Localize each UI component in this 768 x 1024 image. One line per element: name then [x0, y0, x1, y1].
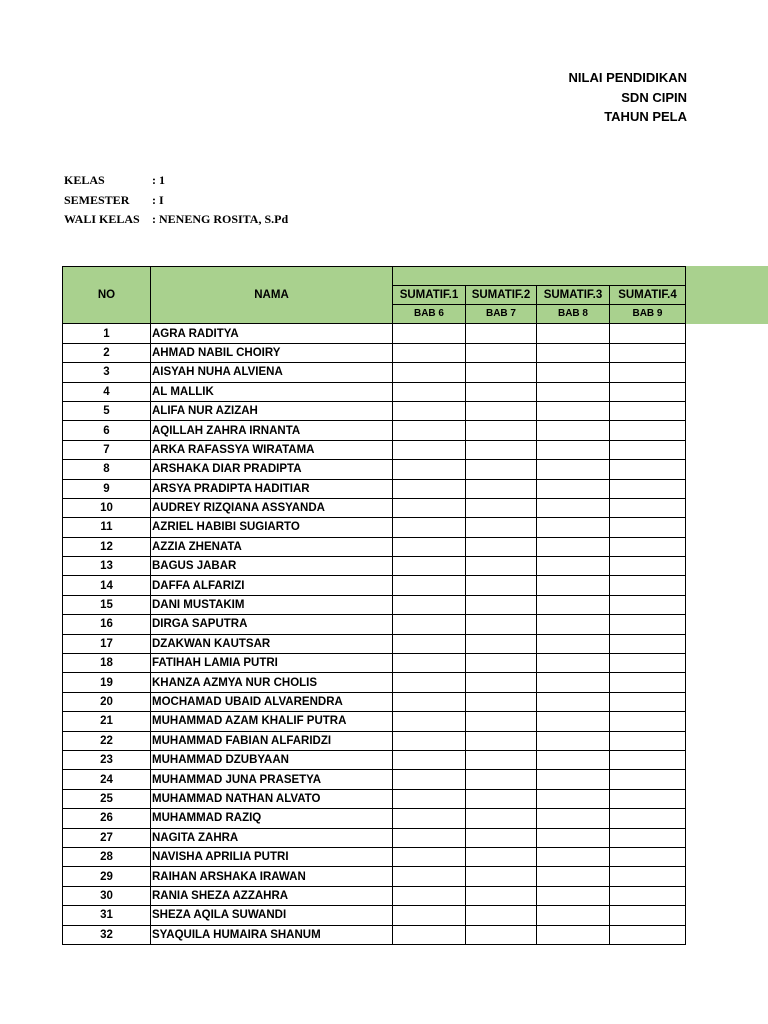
grade-cell-sumatif-1[interactable] — [393, 498, 466, 517]
grade-cell-sumatif-2[interactable] — [466, 867, 537, 886]
grade-cell-sumatif-4[interactable] — [610, 382, 686, 401]
grade-cell-sumatif-4[interactable] — [610, 731, 686, 750]
grade-cell-sumatif-4[interactable] — [610, 906, 686, 925]
grade-cell-sumatif-4[interactable] — [610, 518, 686, 537]
student-name: NAVISHA APRILIA PUTRI — [151, 847, 393, 866]
student-name: MUHAMMAD RAZIQ — [151, 809, 393, 828]
grade-cell-sumatif-1[interactable] — [393, 731, 466, 750]
student-no: 12 — [63, 537, 151, 556]
grade-cell-sumatif-3[interactable] — [537, 460, 610, 479]
grade-cell-sumatif-3[interactable] — [537, 382, 610, 401]
student-no: 14 — [63, 576, 151, 595]
grade-cell-sumatif-1[interactable] — [393, 750, 466, 769]
grade-cell-sumatif-1[interactable] — [393, 537, 466, 556]
wali-kelas-value: : NENENG ROSITA, S.Pd — [152, 212, 289, 226]
grade-cell-sumatif-2[interactable] — [466, 770, 537, 789]
grade-cell-sumatif-1[interactable] — [393, 770, 466, 789]
student-no: 13 — [63, 557, 151, 576]
grade-cell-sumatif-1[interactable] — [393, 479, 466, 498]
table-row — [63, 595, 686, 614]
grade-cell-sumatif-1[interactable] — [393, 692, 466, 711]
student-no: 21 — [63, 712, 151, 731]
grade-cell-sumatif-4[interactable] — [610, 363, 686, 382]
header-bab-9: BAB 9 — [610, 305, 686, 324]
table-row — [63, 731, 686, 750]
grade-cell-sumatif-2[interactable] — [466, 847, 537, 866]
grade-cell-sumatif-4[interactable] — [610, 692, 686, 711]
table-row — [63, 847, 686, 866]
student-no: 17 — [63, 634, 151, 653]
grade-cell-sumatif-1[interactable] — [393, 615, 466, 634]
table-row — [63, 867, 686, 886]
table-row — [63, 789, 686, 808]
table-row — [63, 654, 686, 673]
student-name: SYAQUILA HUMAIRA SHANUM — [151, 925, 393, 944]
student-no: 9 — [63, 479, 151, 498]
semester-value: : I — [152, 192, 164, 207]
student-name: NAGITA ZAHRA — [151, 828, 393, 847]
grade-cell-sumatif-3[interactable] — [537, 809, 610, 828]
grade-cell-sumatif-4[interactable] — [610, 557, 686, 576]
grade-cell-sumatif-1[interactable] — [393, 576, 466, 595]
student-name: ARSHAKA DIAR PRADIPTA — [151, 460, 393, 479]
table-row — [63, 828, 686, 847]
student-no: 23 — [63, 750, 151, 769]
table-row — [63, 343, 686, 362]
student-no: 31 — [63, 906, 151, 925]
student-no: 24 — [63, 770, 151, 789]
table-row — [63, 363, 686, 382]
grades-table — [62, 266, 686, 945]
grade-cell-sumatif-2[interactable] — [466, 343, 537, 362]
header-sumatif-4: SUMATIF.4 — [610, 286, 686, 305]
grade-cell-sumatif-3[interactable] — [537, 518, 610, 537]
student-name: KHANZA AZMYA NUR CHOLIS — [151, 673, 393, 692]
grade-cell-sumatif-4[interactable] — [610, 925, 686, 944]
student-no: 27 — [63, 828, 151, 847]
student-name: MUHAMMAD AZAM KHALIF PUTRA — [151, 712, 393, 731]
student-no: 18 — [63, 654, 151, 673]
student-no: 28 — [63, 847, 151, 866]
grade-cell-sumatif-2[interactable] — [466, 382, 537, 401]
header-bab-6: BAB 6 — [393, 305, 466, 324]
grade-cell-sumatif-1[interactable] — [393, 460, 466, 479]
grade-cell-sumatif-3[interactable] — [537, 595, 610, 614]
table-row — [63, 925, 686, 944]
table-row — [63, 576, 686, 595]
grade-cell-sumatif-4[interactable] — [610, 634, 686, 653]
student-name: DAFFA ALFARIZI — [151, 576, 393, 595]
student-no: 29 — [63, 867, 151, 886]
student-name: DANI MUSTAKIM — [151, 595, 393, 614]
student-name: FATIHAH LAMIA PUTRI — [151, 654, 393, 673]
student-no: 16 — [63, 615, 151, 634]
grade-cell-sumatif-1[interactable] — [393, 712, 466, 731]
grade-cell-sumatif-2[interactable] — [466, 557, 537, 576]
grade-cell-sumatif-2[interactable] — [466, 479, 537, 498]
student-name: ARSYA PRADIPTA HADITIAR — [151, 479, 393, 498]
student-no: 11 — [63, 518, 151, 537]
grade-cell-sumatif-1[interactable] — [393, 518, 466, 537]
grade-cell-sumatif-3[interactable] — [537, 634, 610, 653]
grade-cell-sumatif-2[interactable] — [466, 886, 537, 905]
grade-cell-sumatif-2[interactable] — [466, 498, 537, 517]
student-name: AZZIA ZHENATA — [151, 537, 393, 556]
student-no: 6 — [63, 421, 151, 440]
grade-cell-sumatif-3[interactable] — [537, 828, 610, 847]
student-no: 7 — [63, 440, 151, 459]
wali-kelas-row — [64, 210, 288, 230]
grade-cell-sumatif-3[interactable] — [537, 867, 610, 886]
table-row — [63, 712, 686, 731]
grade-cell-sumatif-2[interactable] — [466, 673, 537, 692]
student-name: AL MALLIK — [151, 382, 393, 401]
table-row — [63, 634, 686, 653]
grade-cell-sumatif-2[interactable] — [466, 537, 537, 556]
kelas-value: : 1 — [152, 173, 165, 187]
student-no: 8 — [63, 460, 151, 479]
student-no: 5 — [63, 401, 151, 420]
grade-cell-sumatif-1[interactable] — [393, 809, 466, 828]
table-row — [63, 401, 686, 420]
grade-cell-sumatif-3[interactable] — [537, 324, 610, 343]
student-no: 32 — [63, 925, 151, 944]
grade-cell-sumatif-2[interactable] — [466, 576, 537, 595]
student-name: MOCHAMAD UBAID ALVARENDRA — [151, 692, 393, 711]
grade-cell-sumatif-4[interactable] — [610, 576, 686, 595]
grade-cell-sumatif-3[interactable] — [537, 770, 610, 789]
grade-cell-sumatif-4[interactable] — [610, 770, 686, 789]
header-sumatif-3: SUMATIF.3 — [537, 286, 610, 305]
document-title — [400, 68, 687, 127]
student-name: AHMAD NABIL CHOIRY — [151, 343, 393, 362]
grade-cell-sumatif-4[interactable] — [610, 343, 686, 362]
grade-cell-sumatif-4[interactable] — [610, 324, 686, 343]
grade-cell-sumatif-1[interactable] — [393, 867, 466, 886]
header-bab-7: BAB 7 — [466, 305, 537, 324]
student-name: DZAKWAN KAUTSAR — [151, 634, 393, 653]
student-name: AISYAH NUHA ALVIENA — [151, 363, 393, 382]
grade-cell-sumatif-3[interactable] — [537, 440, 610, 459]
table-row — [63, 382, 686, 401]
table-row — [63, 440, 686, 459]
grade-cell-sumatif-4[interactable] — [610, 401, 686, 420]
student-no: 22 — [63, 731, 151, 750]
grade-cell-sumatif-4[interactable] — [610, 828, 686, 847]
grade-cell-sumatif-2[interactable] — [466, 809, 537, 828]
grade-cell-sumatif-1[interactable] — [393, 789, 466, 808]
grade-cell-sumatif-2[interactable] — [466, 615, 537, 634]
grade-cell-sumatif-3[interactable] — [537, 906, 610, 925]
student-no: 30 — [63, 886, 151, 905]
grade-cell-sumatif-2[interactable] — [466, 634, 537, 653]
grade-cell-sumatif-3[interactable] — [537, 789, 610, 808]
header-fill-extension — [685, 266, 768, 324]
wali-kelas-label: WALI KELAS — [64, 212, 140, 226]
grade-cell-sumatif-3[interactable] — [537, 886, 610, 905]
student-name: BAGUS JABAR — [151, 557, 393, 576]
header-group — [393, 267, 686, 286]
grades-table-body — [63, 324, 686, 945]
grade-cell-sumatif-1[interactable] — [393, 847, 466, 866]
student-no: 20 — [63, 692, 151, 711]
table-row — [63, 537, 686, 556]
table-row — [63, 460, 686, 479]
grade-cell-sumatif-1[interactable] — [393, 634, 466, 653]
student-name: ALIFA NUR AZIZAH — [151, 401, 393, 420]
title-line-2: SDN CIPIN — [621, 89, 687, 105]
table-row — [63, 518, 686, 537]
table-row — [63, 809, 686, 828]
student-no: 2 — [63, 343, 151, 362]
grade-cell-sumatif-1[interactable] — [393, 363, 466, 382]
grade-cell-sumatif-2[interactable] — [466, 401, 537, 420]
grade-cell-sumatif-2[interactable] — [466, 440, 537, 459]
grade-cell-sumatif-2[interactable] — [466, 654, 537, 673]
student-name: RAIHAN ARSHAKA IRAWAN — [151, 867, 393, 886]
grade-cell-sumatif-3[interactable] — [537, 421, 610, 440]
grade-cell-sumatif-3[interactable] — [537, 925, 610, 944]
table-row — [63, 750, 686, 769]
grade-cell-sumatif-3[interactable] — [537, 537, 610, 556]
header-bab-8: BAB 8 — [537, 305, 610, 324]
grade-cell-sumatif-3[interactable] — [537, 343, 610, 362]
student-name: MUHAMMAD JUNA PRASETYA — [151, 770, 393, 789]
grade-cell-sumatif-3[interactable] — [537, 576, 610, 595]
table-row — [63, 479, 686, 498]
grade-cell-sumatif-2[interactable] — [466, 518, 537, 537]
grade-cell-sumatif-3[interactable] — [537, 712, 610, 731]
grade-cell-sumatif-1[interactable] — [393, 828, 466, 847]
grade-cell-sumatif-1[interactable] — [393, 440, 466, 459]
header-nama: NAMA — [151, 267, 393, 324]
grade-cell-sumatif-4[interactable] — [610, 537, 686, 556]
grade-cell-sumatif-1[interactable] — [393, 401, 466, 420]
student-name: AGRA RADITYA — [151, 324, 393, 343]
table-row — [63, 886, 686, 905]
grade-cell-sumatif-4[interactable] — [610, 750, 686, 769]
grade-cell-sumatif-1[interactable] — [393, 925, 466, 944]
grade-cell-sumatif-4[interactable] — [610, 440, 686, 459]
grade-cell-sumatif-4[interactable] — [610, 847, 686, 866]
student-name: MUHAMMAD FABIAN ALFARIDZI — [151, 731, 393, 750]
grade-cell-sumatif-4[interactable] — [610, 712, 686, 731]
student-name: AQILLAH ZAHRA IRNANTA — [151, 421, 393, 440]
grade-cell-sumatif-1[interactable] — [393, 343, 466, 362]
table-row — [63, 770, 686, 789]
grade-cell-sumatif-3[interactable] — [537, 654, 610, 673]
grade-cell-sumatif-3[interactable] — [537, 750, 610, 769]
semester-label: SEMESTER — [64, 192, 130, 207]
grade-cell-sumatif-4[interactable] — [610, 673, 686, 692]
grade-cell-sumatif-2[interactable] — [466, 324, 537, 343]
student-name: SHEZA AQILA SUWANDI — [151, 906, 393, 925]
grade-cell-sumatif-1[interactable] — [393, 557, 466, 576]
table-row — [63, 421, 686, 440]
student-no: 25 — [63, 789, 151, 808]
student-name: RANIA SHEZA AZZAHRA — [151, 886, 393, 905]
grade-cell-sumatif-1[interactable] — [393, 906, 466, 925]
grade-cell-sumatif-4[interactable] — [610, 809, 686, 828]
grade-cell-sumatif-2[interactable] — [466, 692, 537, 711]
table-row — [63, 557, 686, 576]
grade-cell-sumatif-1[interactable] — [393, 886, 466, 905]
student-name: AZRIEL HABIBI SUGIARTO — [151, 518, 393, 537]
kelas-label: KELAS — [64, 173, 105, 187]
table-row — [63, 906, 686, 925]
grade-cell-sumatif-4[interactable] — [610, 498, 686, 517]
table-row — [63, 498, 686, 517]
grade-cell-sumatif-3[interactable] — [537, 847, 610, 866]
table-row — [63, 615, 686, 634]
grade-cell-sumatif-2[interactable] — [466, 712, 537, 731]
student-no: 26 — [63, 809, 151, 828]
grade-cell-sumatif-1[interactable] — [393, 673, 466, 692]
grade-cell-sumatif-3[interactable] — [537, 615, 610, 634]
grade-cell-sumatif-1[interactable] — [393, 595, 466, 614]
grade-cell-sumatif-4[interactable] — [610, 615, 686, 634]
title-line-3: TAHUN PELA — [604, 109, 687, 124]
grade-cell-sumatif-4[interactable] — [610, 789, 686, 808]
table-row — [63, 324, 686, 343]
table-row — [63, 673, 686, 692]
grade-cell-sumatif-2[interactable] — [466, 789, 537, 808]
grade-cell-sumatif-3[interactable] — [537, 401, 610, 420]
student-no: 15 — [63, 595, 151, 614]
grade-cell-sumatif-4[interactable] — [610, 421, 686, 440]
grade-cell-sumatif-3[interactable] — [537, 692, 610, 711]
grade-cell-sumatif-2[interactable] — [466, 828, 537, 847]
student-no: 3 — [63, 363, 151, 382]
class-info — [64, 171, 288, 230]
grade-cell-sumatif-4[interactable] — [610, 479, 686, 498]
student-no: 10 — [63, 498, 151, 517]
grade-cell-sumatif-4[interactable] — [610, 460, 686, 479]
header-sumatif-1: SUMATIF.1 — [393, 286, 466, 305]
table-row — [63, 692, 686, 711]
grade-cell-sumatif-1[interactable] — [393, 324, 466, 343]
grade-cell-sumatif-3[interactable] — [537, 479, 610, 498]
grade-cell-sumatif-2[interactable] — [466, 460, 537, 479]
grade-cell-sumatif-2[interactable] — [466, 421, 537, 440]
semester-row — [64, 191, 288, 211]
student-name: MUHAMMAD NATHAN ALVATO — [151, 789, 393, 808]
grade-cell-sumatif-2[interactable] — [466, 731, 537, 750]
grade-cell-sumatif-2[interactable] — [466, 363, 537, 382]
grade-cell-sumatif-1[interactable] — [393, 654, 466, 673]
grade-cell-sumatif-3[interactable] — [537, 673, 610, 692]
student-name: ARKA RAFASSYA WIRATAMA — [151, 440, 393, 459]
student-name: MUHAMMAD DZUBYAAN — [151, 750, 393, 769]
grade-cell-sumatif-4[interactable] — [610, 595, 686, 614]
grade-cell-sumatif-2[interactable] — [466, 750, 537, 769]
grade-cell-sumatif-4[interactable] — [610, 654, 686, 673]
grade-cell-sumatif-3[interactable] — [537, 731, 610, 750]
header-no: NO — [63, 267, 151, 324]
grade-cell-sumatif-4[interactable] — [610, 886, 686, 905]
student-no: 19 — [63, 673, 151, 692]
grade-cell-sumatif-3[interactable] — [537, 557, 610, 576]
student-name: DIRGA SAPUTRA — [151, 615, 393, 634]
grade-cell-sumatif-3[interactable] — [537, 498, 610, 517]
student-name: AUDREY RIZQIANA ASSYANDA — [151, 498, 393, 517]
grade-cell-sumatif-2[interactable] — [466, 595, 537, 614]
student-no: 4 — [63, 382, 151, 401]
kelas-row — [64, 171, 288, 191]
grade-cell-sumatif-3[interactable] — [537, 363, 610, 382]
title-line-1: NILAI PENDIDIKAN — [568, 70, 687, 85]
grade-cell-sumatif-4[interactable] — [610, 867, 686, 886]
student-no: 1 — [63, 324, 151, 343]
grade-cell-sumatif-1[interactable] — [393, 421, 466, 440]
grade-cell-sumatif-1[interactable] — [393, 382, 466, 401]
header-sumatif-2: SUMATIF.2 — [466, 286, 537, 305]
grade-cell-sumatif-2[interactable] — [466, 906, 537, 925]
grade-cell-sumatif-2[interactable] — [466, 925, 537, 944]
